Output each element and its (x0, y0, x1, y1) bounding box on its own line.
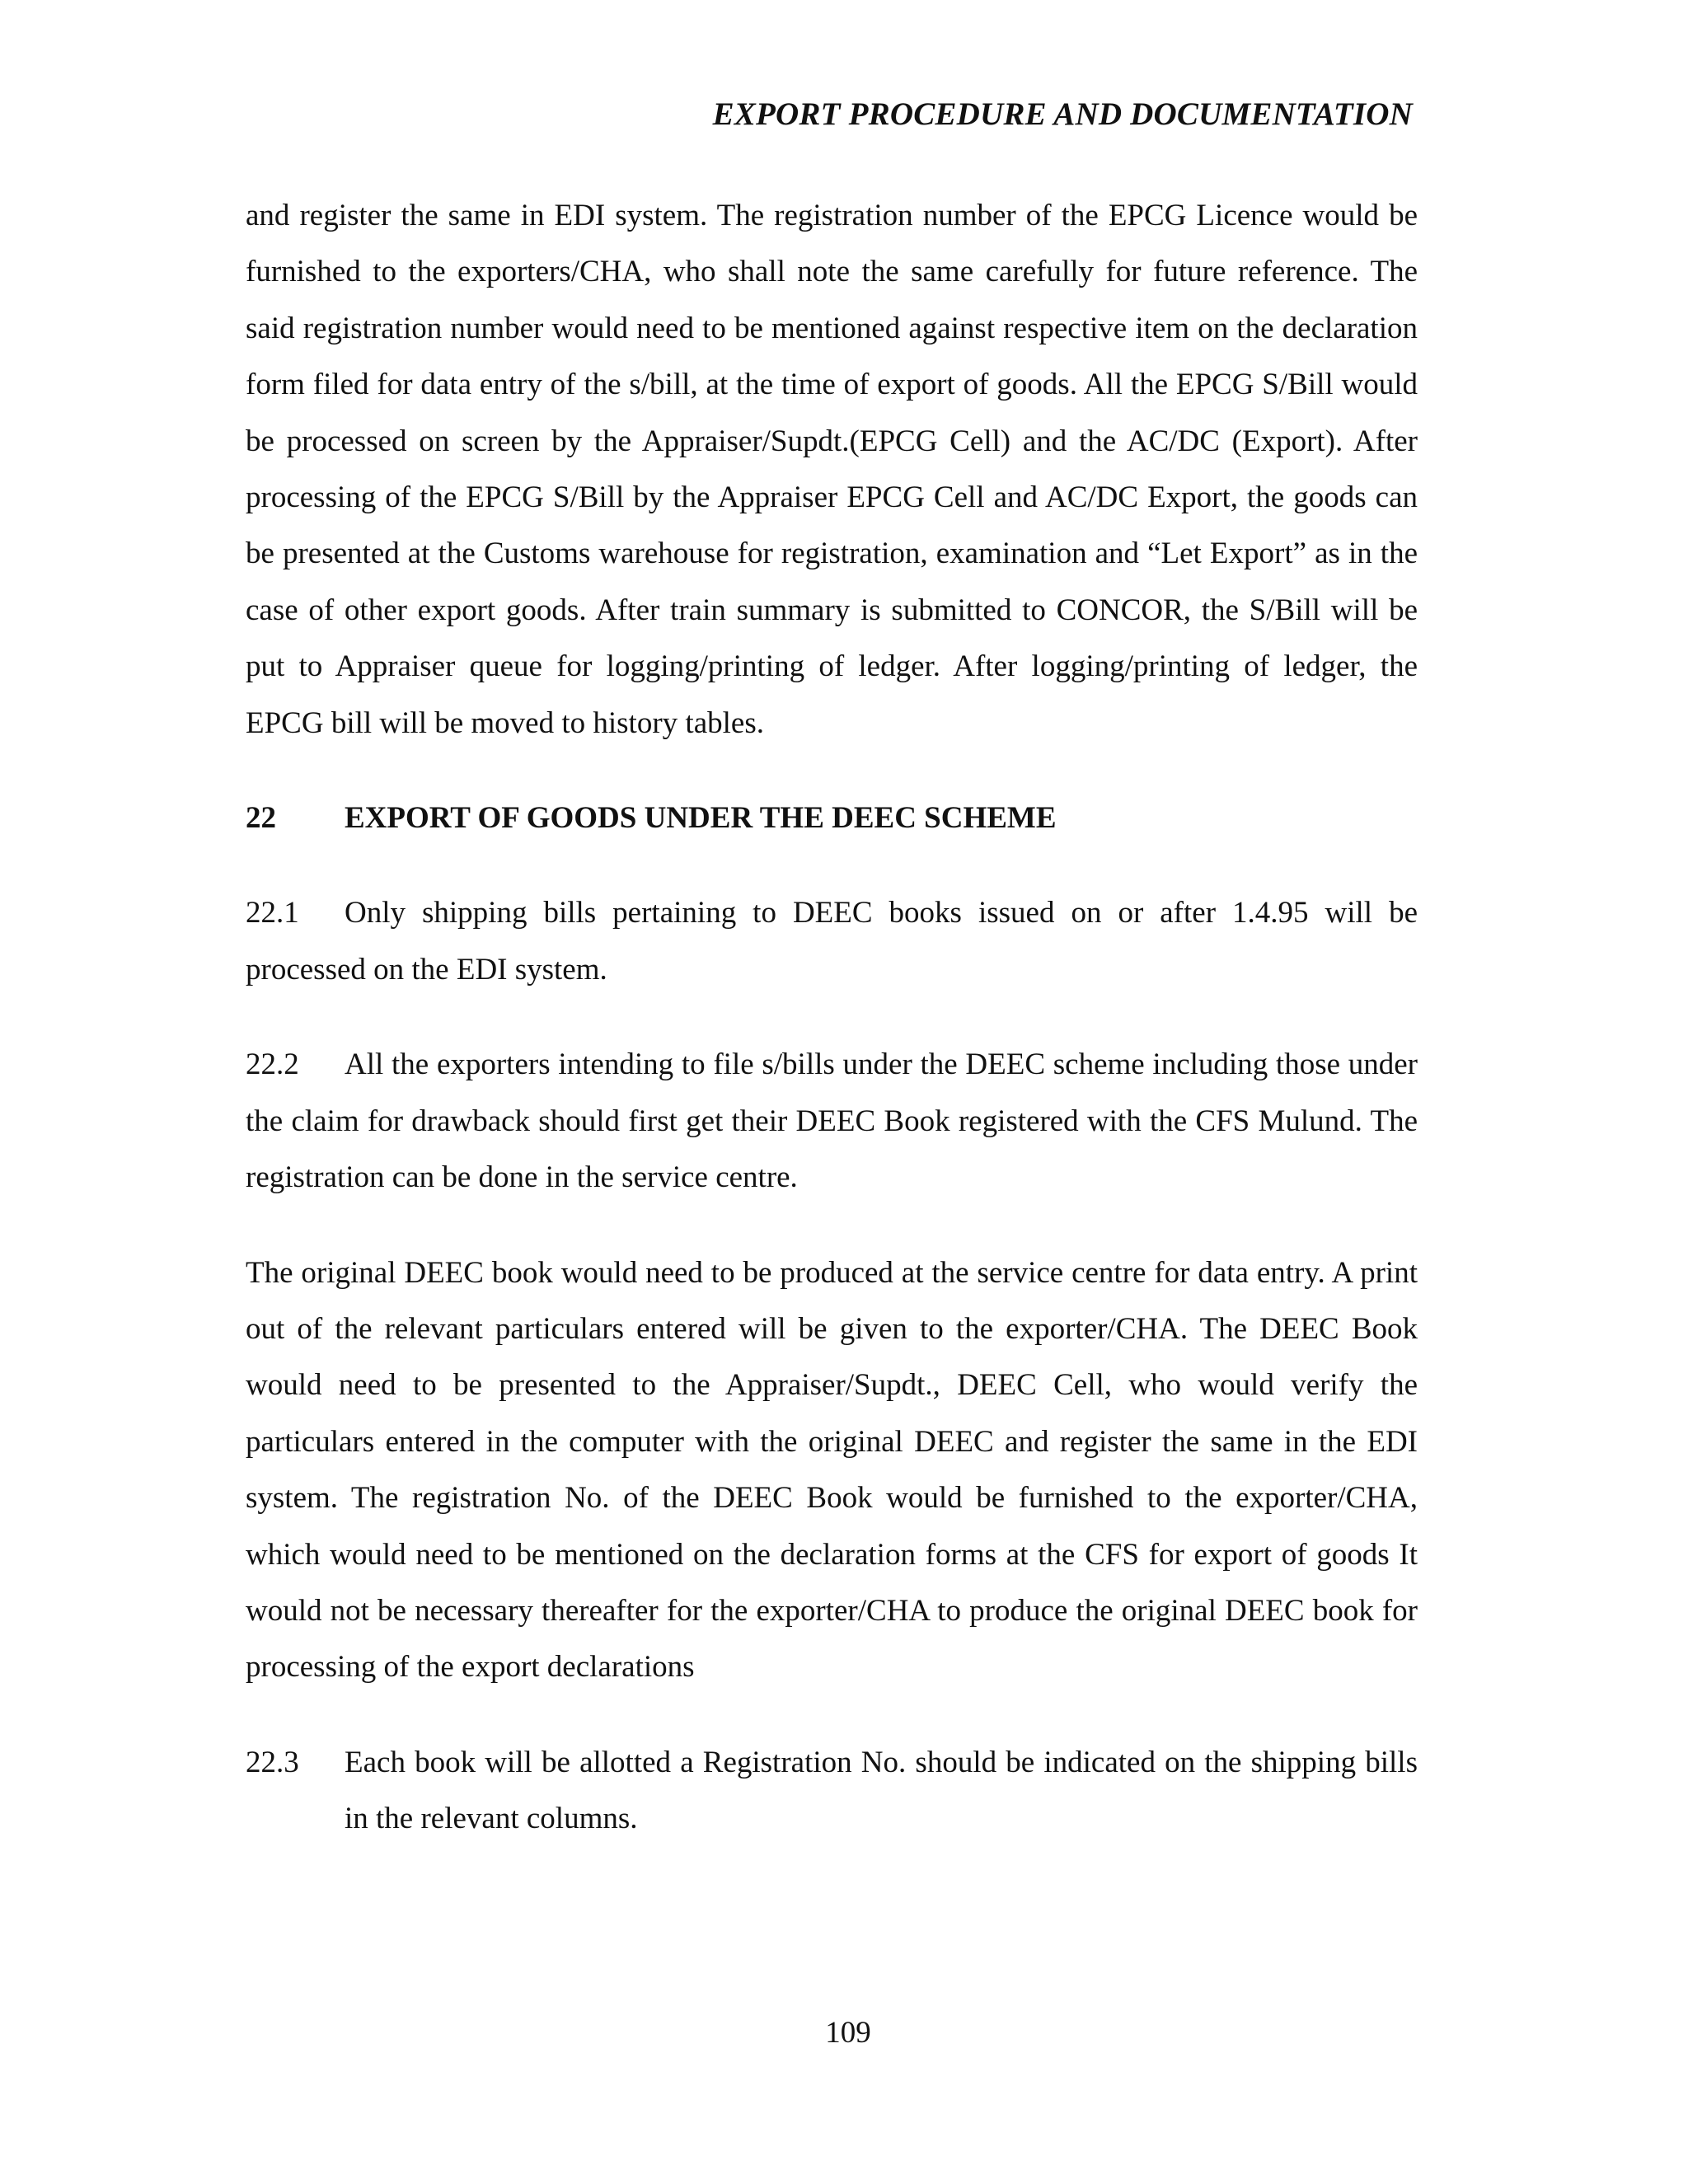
clause-number-22-2: 22.2 (246, 1047, 299, 1082)
page-content (246, 188, 1418, 1848)
clause-text-22-2: All the exporters intending to file s/bills under the DEEC scheme including those under the claim for drawback should first get their DEEC Book registered with the CFS Mulund. The registration can be done in the service centre. (246, 1047, 1418, 1195)
section-heading (246, 790, 1418, 846)
section-number: 22 (246, 801, 276, 836)
spacer (246, 846, 1418, 885)
spacer (246, 752, 1418, 790)
paragraph-deec-book: The original DEEC book would need to be produced at the service centre for data entry. A print out of the relevant particulars entered will be given to the exporter/CHA. The DEEC Book would need to be presented to the Appraiser/Supdt., DEEC Cell, who would verify the particulars entered in the computer with the original DEEC and register the same in the EDI system. The registration No. of the DEEC Book would be furnished to the exporter/CHA, which would need to be mentioned on the declaration forms at the CFS for export of goods It would not be necessary thereafter for the exporter/CHA to produce the original DEEC book for processing of the export declarations (246, 1255, 1418, 1685)
section-title: EXPORT OF GOODS UNDER THE DEEC SCHEME (345, 801, 1057, 836)
paragraph-epcg-continuation: and register the same in EDI system. The registration number of the EPCG Licence would be furnished to the exporters/CHA, who shall note the same carefully for future reference. The said registration number would need to be mentioned against respective item on the declaration form filed for data entry of the s/bill, at the time of export of goods. All the EPCG S/Bill would be processed on screen by the Appraiser/Supdt.(EPCG Cell) and the AC/DC (Export). After processing of the EPCG S/Bill by the Appraiser EPCG Cell and AC/DC Export, the goods can be presented at the Customs warehouse for registration, examination and “Let Export” as in the case of other export goods. After train summary is submitted to CONCOR, the S/Bill will be put to Appraiser queue for logging/printing of ledger. After logging/printing of ledger, the EPCG bill will be moved to history tables. (246, 199, 1418, 740)
running-header: EXPORT PROCEDURE AND DOCUMENTATION (712, 96, 1413, 132)
spacer (246, 998, 1418, 1037)
clause-number-22-1: 22.1 (246, 896, 299, 930)
clause-text-22-3: Each book will be allotted a Registration No. should be indicated on the shipping bills in the relevant columns. (345, 1745, 1418, 1836)
spacer (246, 1696, 1418, 1735)
paragraph-22-3 (246, 1735, 1418, 1848)
spacer (246, 1207, 1418, 1245)
clause-number-22-3: 22.3 (246, 1745, 299, 1779)
paragraph-22-1 (246, 885, 1418, 998)
page-number: 109 (825, 2016, 871, 2050)
paragraph-22-2 (246, 1037, 1418, 1206)
clause-text-22-1: Only shipping bills pertaining to DEEC books issued on or after 1.4.95 will be processed on the EDI system. (246, 896, 1418, 987)
